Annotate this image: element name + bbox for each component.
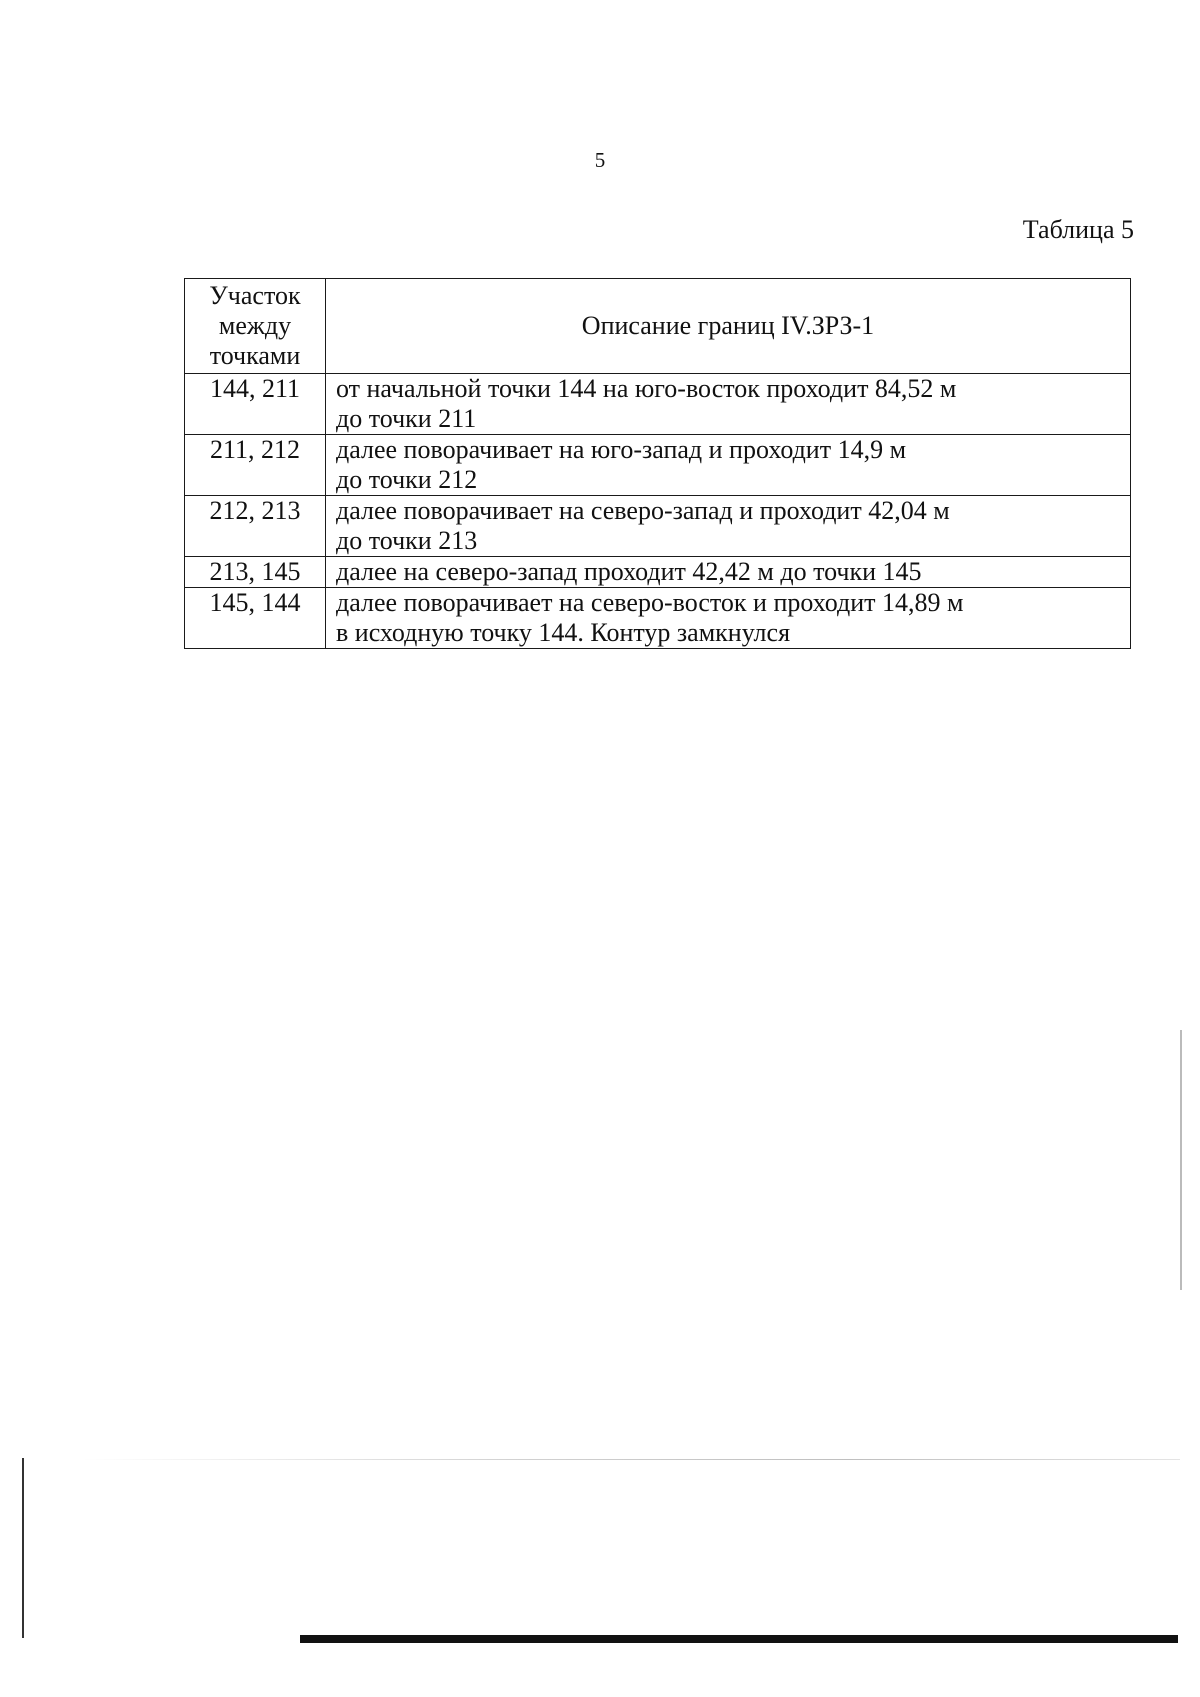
- description-line: в исходную точку 144. Контур замкнулся: [336, 618, 791, 647]
- description-line: далее поворачивает на северо-восток и проходит 14,89 м: [336, 588, 964, 617]
- table-row: [185, 374, 1131, 435]
- footer-rule: [300, 1635, 1178, 1643]
- page-number: 5: [594, 148, 606, 172]
- description-line: до точки 211: [336, 404, 477, 433]
- header-description: Описание границ IV.ЗРЗ-1: [326, 279, 1131, 374]
- description-cell: [326, 496, 1131, 557]
- table-header-row: [185, 279, 1131, 374]
- description-line: до точки 213: [336, 526, 478, 555]
- scan-margin-line-right: [1180, 1030, 1182, 1290]
- description-line: далее поворачивает на юго-запад и проходит 14,9 м: [336, 435, 907, 464]
- table-body: [185, 374, 1131, 649]
- header-segment: [185, 279, 326, 374]
- boundary-description-table: [184, 278, 1131, 649]
- scan-artifact-streak: [80, 1459, 1180, 1460]
- table-row: [185, 588, 1131, 649]
- header-segment-line: между: [218, 311, 292, 340]
- description-line: далее поворачивает на северо-запад и проходит 42,04 м: [336, 496, 950, 525]
- description-line: далее на северо-запад проходит 42,42 м до точки 145: [336, 557, 922, 586]
- description-cell: [326, 435, 1131, 496]
- header-segment-line: точками: [209, 341, 301, 370]
- description-line: от начальной точки 144 на юго-восток проходит 84,52 м: [336, 374, 957, 403]
- table-header: [185, 279, 1131, 374]
- description-cell: [326, 588, 1131, 649]
- segment-cell: 145, 144: [185, 588, 326, 649]
- description-line: до точки 212: [336, 465, 478, 494]
- segment-cell: 212, 213: [185, 496, 326, 557]
- table-row: [185, 496, 1131, 557]
- segment-cell: 211, 212: [185, 435, 326, 496]
- segment-cell: 213, 145: [185, 557, 326, 588]
- table-row: [185, 435, 1131, 496]
- scan-margin-line-left: [22, 1458, 24, 1638]
- table-caption: Таблица 5: [1022, 215, 1134, 244]
- segment-cell: 144, 211: [185, 374, 326, 435]
- table-row: [185, 557, 1131, 588]
- description-cell: [326, 557, 1131, 588]
- description-cell: [326, 374, 1131, 435]
- header-segment-line: Участок: [209, 281, 301, 310]
